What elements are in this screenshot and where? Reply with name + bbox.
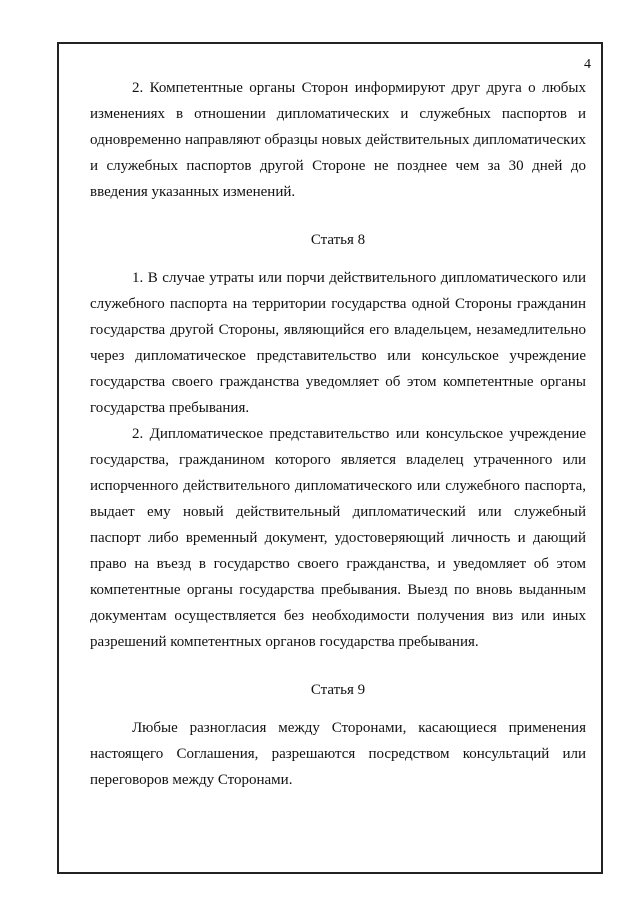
paragraph-article8-item1: 1. В случае утраты или порчи действительного дипломатического или служебного паспорта на территории государства одной Стороны гражданин государства другой Стороны, являющийся его владельцем, незамедлительно через дипломатическое представительство или консульское учреждение государства своего гражданства уведомляет об этом компетентные органы государства пребывания. [90,270,586,416]
document-body [90,75,586,793]
paragraph-article9: Любые разногласия между Сторонами, касающиеся применения настоящего Соглашения, разрешаются посредством консультаций или переговоров между Сторонами. [90,720,586,788]
article-8-heading: Статья 8 [310,232,366,248]
paragraph-article7-item2: 2. Компетентные органы Сторон информируют друг друга о любых изменениях в отношении дипломатических и служебных паспортов и одновременно направляют образцы новых действительных дипломатических и служебных паспортов другой Стороне не позднее чем за 30 дней до введения указанных изменений. [90,80,586,200]
page-number: 4 [584,57,591,72]
paragraph-article8-item2: 2. Дипломатическое представительство или консульское учреждение государства, гражданином которого является владелец утраченного или испорченного действительного дипломатического или служебного паспорта, выдает ему новый действительный дипломатический или служебный паспорт либо временный документ, удостоверяющий личность и дающий право на въезд в государство своего гражданства, и уведомляет об этом компетентные органы государства пребывания. Выезд по вновь выданным документам осуществляется без необходимости получения виз или иных разрешений компетентных органов государства пребывания. [90,426,586,650]
article-9-heading: Статья 9 [310,682,366,698]
